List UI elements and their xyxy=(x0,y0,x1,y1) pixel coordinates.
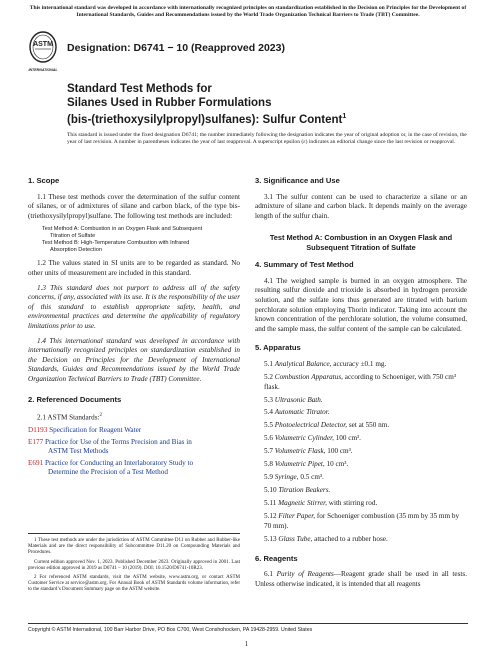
method-b-line-1: Test Method B: High-Temperature Combustion with Infrared xyxy=(42,240,190,247)
reference-item[interactable] xyxy=(28,459,240,478)
method-a-heading-line-2: Subsequent Titration of Sulfate xyxy=(306,242,416,252)
apparatus-list xyxy=(255,360,467,545)
reagents-num: 6.1 xyxy=(264,570,273,579)
apparatus-desc: 100 cm³. xyxy=(333,434,361,443)
significance-3-1: 3.1 The sulfur content can be used to characterize a silane or an admixture of silane and carbon black. It depends mainly on the average length of the sulfur chain. xyxy=(255,192,467,220)
apparatus-num: 5.6 xyxy=(264,434,273,443)
method-a-line-1: Test Method A: Combustion in an Oxygen Flask and Subsequent xyxy=(42,226,203,233)
ref-title-cont[interactable]: Determine the Precision of a Test Method xyxy=(48,468,168,477)
apparatus-desc: attached to a rubber hose. xyxy=(312,534,388,543)
right-column xyxy=(255,168,467,594)
scope-1-1: 1.1 These test methods cover the determination of the sulfur content of silanes, or of admixtures of silane and carbon black, of the type bis-(triethoxysilylpropyl)sulfane. The following test methods are included: xyxy=(28,192,240,220)
title-footnote-mark: 1 xyxy=(342,113,347,120)
apparatus-desc: accuracy ±0.1 mg. xyxy=(331,359,387,368)
method-a-line-2: Titration of Sulfate xyxy=(50,233,96,240)
apparatus-num: 5.10 xyxy=(264,486,277,495)
footnote-1: 1 These test methods are under the jurisdiction of ASTM Committee D11 on Rubber and Rubber-like Materials and are the direct responsibility of Subcommittee D11.20 on Compounding Materials and Procedures. xyxy=(28,538,240,556)
ref-code[interactable]: D1193 xyxy=(28,426,48,435)
title-line-2: Silanes Used in Rubber Formulations xyxy=(67,96,272,109)
apparatus-desc: according to Schoeniger, with 750 cm³ flask. xyxy=(264,372,456,391)
reagents-name: Purity of Reagents xyxy=(276,570,334,579)
apparatus-desc: for Schoeniger combustion (35 mm by 35 mm by 70 mm). xyxy=(264,512,460,530)
apparatus-num: 5.11 xyxy=(264,499,277,508)
apparatus-heading: 5. Apparatus xyxy=(255,343,301,353)
refs-2-1-text: 2.1 ASTM Standards: xyxy=(37,413,100,422)
apparatus-name: Glass Tube, xyxy=(278,534,313,543)
apparatus-name: Analytical Balance, xyxy=(274,359,332,368)
method-b-line-2: Absorption Detection xyxy=(50,247,102,254)
method-a-heading-line-1: Test Method A: Combustion in an Oxygen Flask and xyxy=(269,233,453,243)
summary-heading: 4. Summary of Test Method xyxy=(255,260,354,270)
apparatus-name: Volumetric Flask, xyxy=(274,447,326,456)
apparatus-desc: 100 cm³. xyxy=(325,447,353,456)
apparatus-item xyxy=(264,408,467,418)
reagents-text: —Reagent grade shall be used in all tests. Unless otherwise indicated, it is intended that all reagents xyxy=(255,570,468,588)
svg-text:ASTM: ASTM xyxy=(33,41,53,48)
apparatus-name: Automatic Titrator. xyxy=(274,408,330,417)
method-list xyxy=(42,226,240,254)
apparatus-name: Photoelectrical Detector, xyxy=(274,421,348,430)
astm-logo-icon xyxy=(28,30,58,80)
apparatus-num: 5.9 xyxy=(264,473,273,482)
issuance-note: This standard is issued under the fixed designation D6741; the number immediately following the designation indicates the year of original adoption or, in the case of revision, the year of last revision. A number in parentheses indicates the year of last reapproval. A superscript epsilon (ε) indicates an editorial change since the last revision or reapproval. xyxy=(67,132,467,146)
apparatus-desc: with stirring rod. xyxy=(326,499,378,508)
apparatus-item xyxy=(264,473,467,483)
refs-2-1 xyxy=(28,411,240,423)
apparatus-item xyxy=(264,434,467,444)
apparatus-num: 5.2 xyxy=(264,372,273,381)
apparatus-num: 5.1 xyxy=(264,359,273,368)
apparatus-item xyxy=(264,460,467,470)
apparatus-name: Combustion Apparatus, xyxy=(274,372,343,381)
footnotes xyxy=(28,533,240,597)
apparatus-desc: 10 cm³. xyxy=(324,460,349,469)
apparatus-name: Titration Beakers. xyxy=(278,486,331,495)
significance-heading: 3. Significance and Use xyxy=(255,176,340,185)
title-line-3-text: (bis-(triethoxysilylpropyl)sulfanes): Sulfur Content xyxy=(67,113,343,126)
apparatus-item xyxy=(264,421,467,431)
apparatus-name: Syringe, xyxy=(274,473,299,482)
scope-1-2: 1.2 The values stated in SI units are to be regarded as standard. No other units of measurement are included in this standard. xyxy=(28,259,240,277)
ref-code[interactable]: E691 xyxy=(28,458,44,467)
apparatus-num: 5.4 xyxy=(264,408,273,417)
reference-item[interactable] xyxy=(28,426,240,436)
ref-title-cont[interactable]: ASTM Test Methods xyxy=(48,447,109,456)
references-heading: 2. Referenced Documents xyxy=(28,394,122,404)
apparatus-item xyxy=(264,535,467,545)
top-note: This international standard was developed in accordance with internationally recognized principles on standardization established in the Decision on Principles for the Development of International Standards, Guides and Recommendations issued by the World Trade Organization Technical Barriers to Trade (TBT) Committee. xyxy=(29,5,467,18)
apparatus-name: Volumetric Pipet, xyxy=(274,460,325,469)
footnote-2: 2 For referenced ASTM standards, visit the ASTM website, www.astm.org, or contact ASTM Customer Service at service@astm.org. For Annual Book of ASTM Standards volume information, refer to the standard’s Document Summary page on the ASTM website. xyxy=(28,575,240,593)
apparatus-item xyxy=(264,512,467,531)
scope-1-3 xyxy=(28,284,240,332)
summary-4-1: 4.1 The weighed sample is burned in an oxygen atmosphere. The resulting sulfur dioxide and trioxide is absorbed in hydrogen peroxide solution, and the sulfate ions thus generated are titrated with barium perchlorate solution employing Thorin indicator. Taking into account the known concentration of the perchlorate solution, the volume consumed, and the sample mass, the sulfur content of the sample can be calculated. xyxy=(255,276,467,333)
apparatus-name: Ultrasonic Bath. xyxy=(274,395,323,404)
title-line-3 xyxy=(67,110,407,127)
scope-1-4-text: 1.4 This international standard was developed in accordance with internationally recognized principles on standardization established in the Decision on Principles for the Development of International Standards, Guides and Recommendations issued by the World Trade Organization Technical Barriers to Trade (TBT) Committee. xyxy=(28,336,240,383)
left-column xyxy=(28,168,240,480)
logo-text: INTERNATIONAL xyxy=(28,68,58,72)
scope-heading: 1. Scope xyxy=(28,176,60,185)
scope-1-3-text: 1.3 This standard does not purport to address all of the safety concerns, if any, associated with its use. It is the responsibility of the user of this standard to establish appropriate safety, health, and environmental practices and determine the applicability of regulatory limitations prior to use. xyxy=(28,283,240,330)
ref-title[interactable]: Practice for Use of the Terms Precision and Bias in xyxy=(44,437,192,446)
apparatus-item xyxy=(264,360,467,370)
scope-1-4 xyxy=(28,337,240,385)
apparatus-num: 5.12 xyxy=(264,512,277,521)
apparatus-item xyxy=(264,499,467,509)
apparatus-desc: set at 550 nm. xyxy=(347,421,390,430)
title-line-1: Standard Test Methods for xyxy=(67,83,212,95)
ref-code[interactable]: E177 xyxy=(28,437,44,446)
apparatus-name: Volumetric Cylinder, xyxy=(274,434,334,443)
designation: Designation: D6741 − 10 (Reapproved 2023) xyxy=(67,42,285,54)
method-a-heading xyxy=(255,233,467,252)
ref-title[interactable]: Practice for Conducting an Interlaboratory Study to xyxy=(44,458,194,467)
footnote-1b: Current edition approved Nov. 1, 2023. Published December 2023. Originally approved in 2001. Last previous edition approved in 2019 as D6741 – 10 (2019). DOI: 10.1520/D6741-10R23. xyxy=(28,559,240,571)
apparatus-name: Filter Paper, xyxy=(278,512,316,521)
refs-footnote-mark: 2 xyxy=(99,413,102,419)
apparatus-num: 5.8 xyxy=(264,460,273,469)
apparatus-item xyxy=(264,396,467,406)
apparatus-item xyxy=(264,486,467,496)
apparatus-num: 5.3 xyxy=(264,395,273,404)
apparatus-item xyxy=(264,447,467,457)
apparatus-item xyxy=(264,373,467,392)
apparatus-num: 5.13 xyxy=(264,534,277,543)
apparatus-num: 5.7 xyxy=(264,447,273,456)
page-number: 1 xyxy=(244,640,249,648)
reagents-6-1 xyxy=(255,570,467,589)
reference-item[interactable] xyxy=(28,438,240,457)
apparatus-name: Magnetic Stirrer, xyxy=(278,499,327,508)
ref-title[interactable]: Specification for Reagent Water xyxy=(49,426,142,435)
apparatus-num: 5.5 xyxy=(264,421,273,430)
reagents-heading: 6. Reagents xyxy=(255,553,298,563)
page-title xyxy=(67,83,407,127)
apparatus-desc: 0.5 cm³. xyxy=(298,473,324,482)
copyright-footer: Copyright © ASTM International, 100 Barr Harbor Drive, PO Box C700, West Conshohocken, PA 19428-2959. United States xyxy=(28,623,468,633)
